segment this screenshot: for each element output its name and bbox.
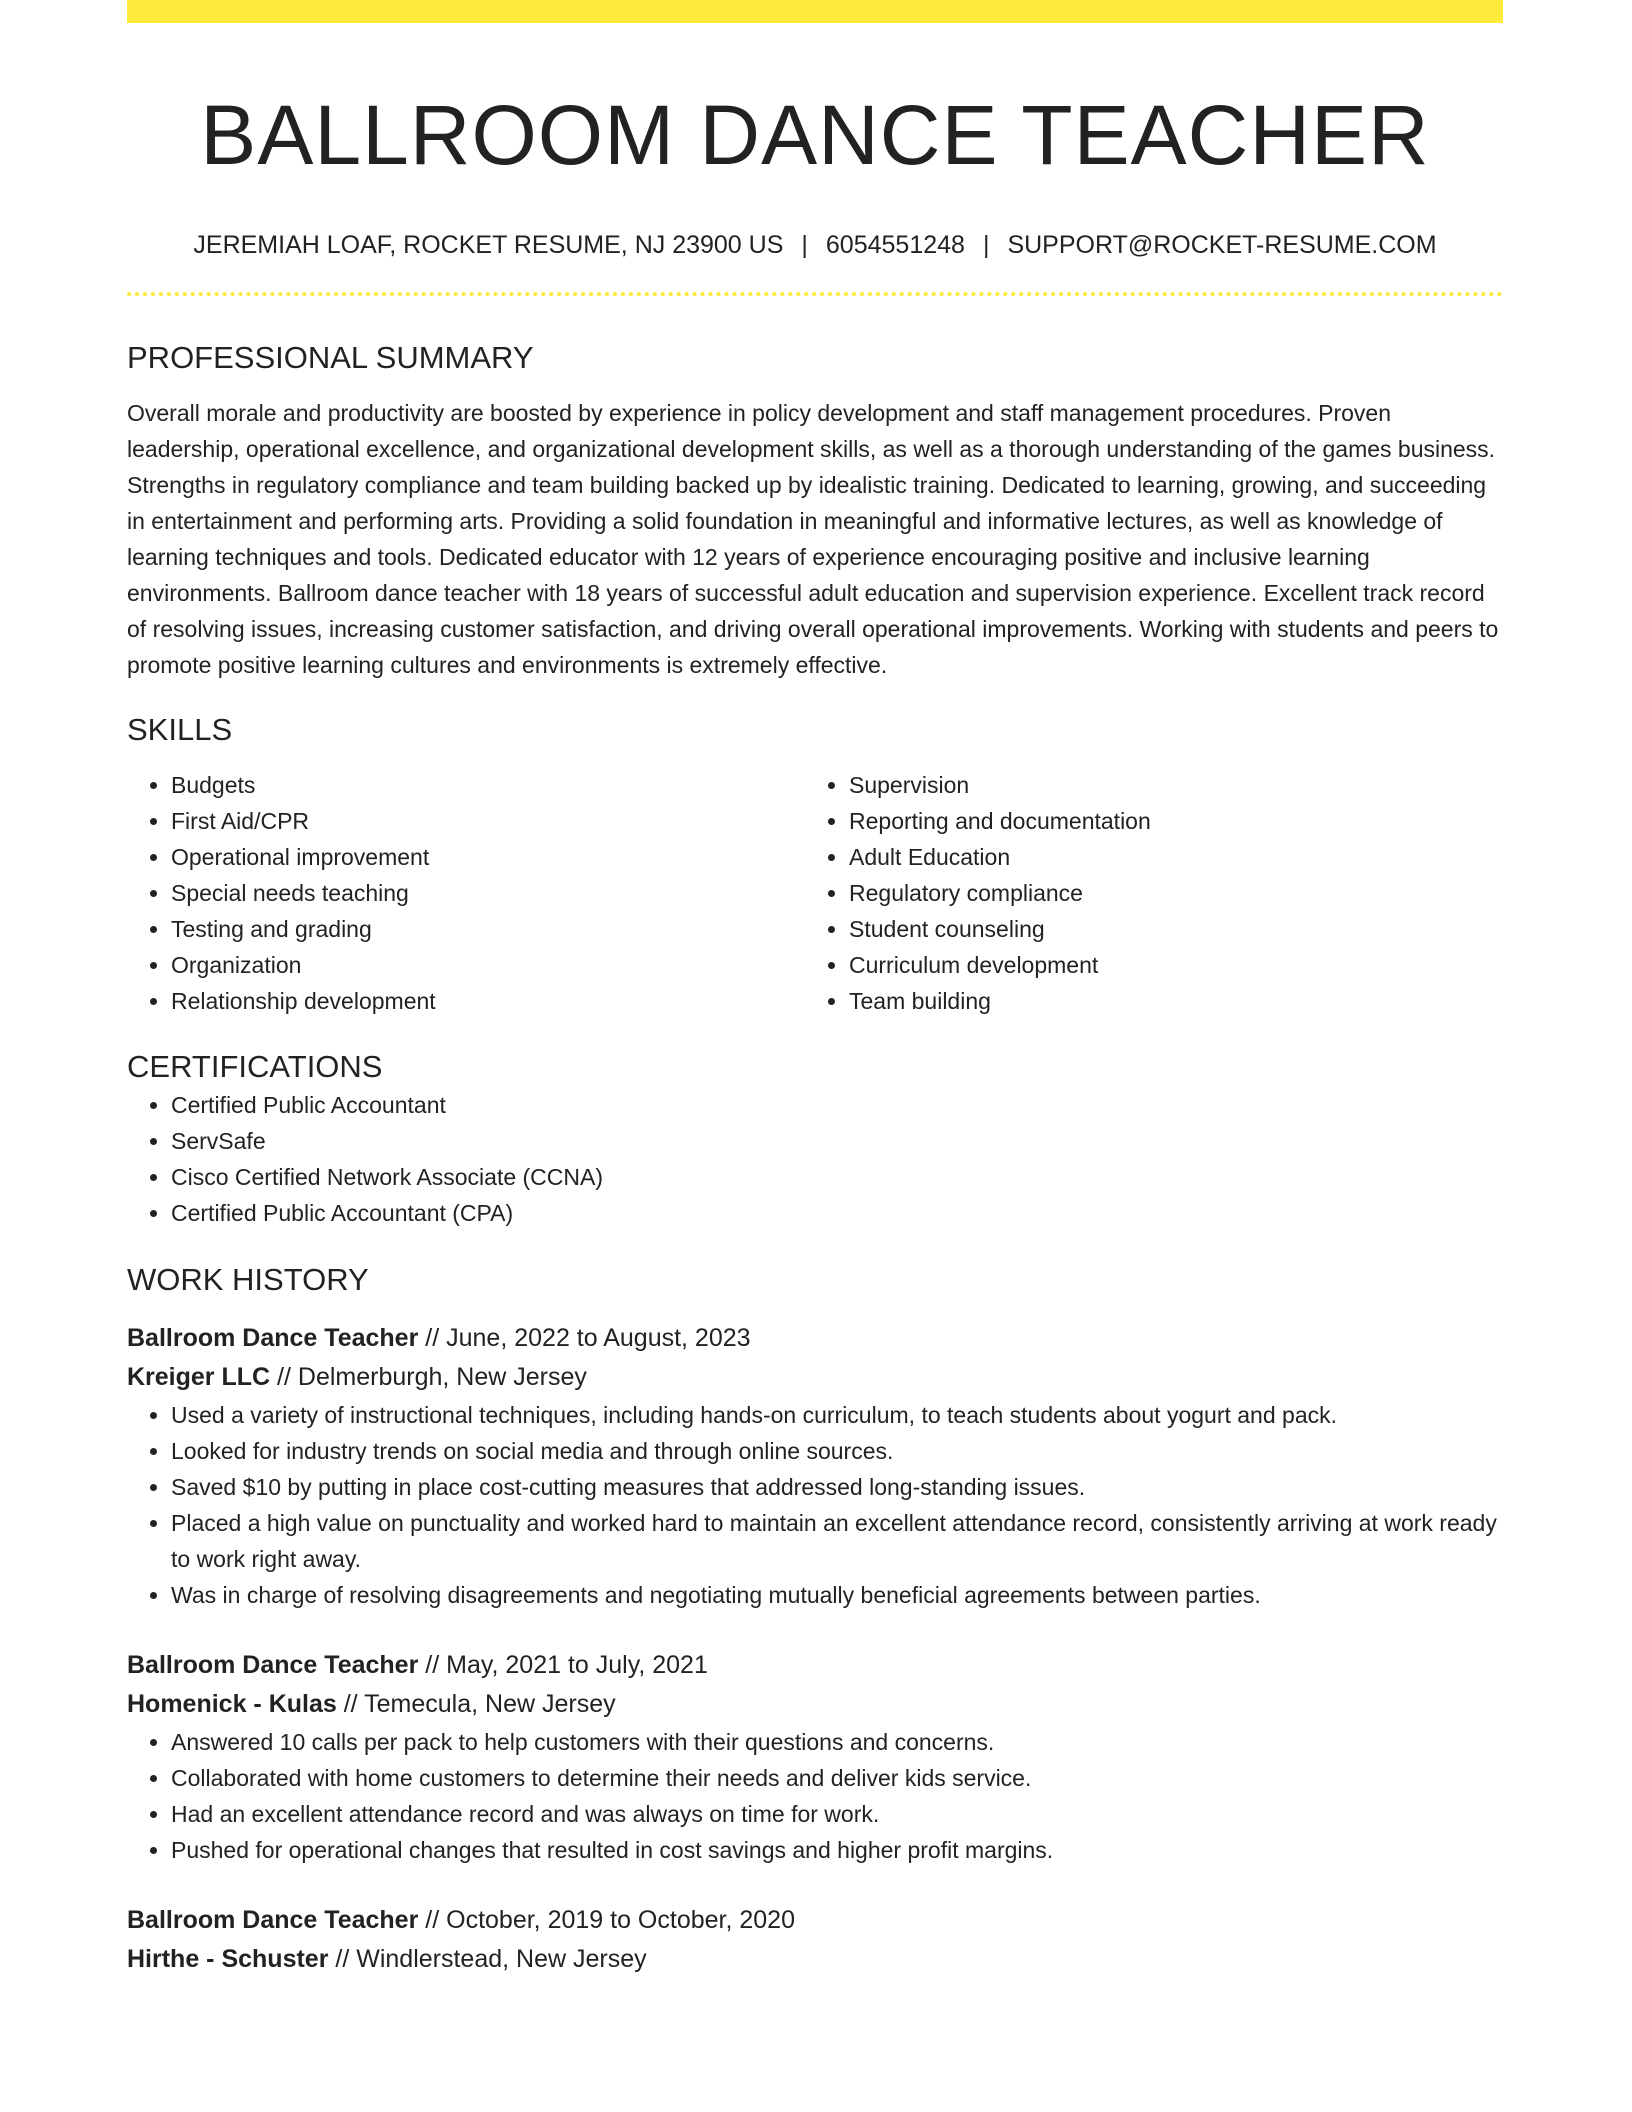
contact-separator: |	[982, 231, 990, 259]
job-duty: • Saved $10 by putting in place cost-cutting measures that addressed long-standing issues.	[171, 1469, 1503, 1505]
skill-item: • Relationship development	[171, 983, 805, 1019]
job-separator: //	[335, 1945, 350, 1973]
summary-text: Overall morale and productivity are boosted by experience in policy development and staff management procedures. Proven leadership, operational excellence, and organizational development skills, as well as a thorough understanding of the games business. Strengths in regulatory compliance and team building backed up by idealistic training. Dedicated to learning, growing, and succeeding in entertainment and performing arts. Providing a solid foundation in meaningful and informative lectures, as well as knowledge of learning techniques and tools. Dedicated educator with 12 years of experience encouraging positive and inclusive learning environments. Ballroom dance teacher with 18 years of successful adult education and supervision experience. Excellent track record of resolving issues, increasing customer satisfaction, and driving overall operational improvements. Working with students and peers to promote positive learning cultures and environments is extremely effective.	[127, 400, 1499, 678]
job-dates: May, 2021 to July, 2021	[446, 1651, 708, 1679]
skill-item: • Student counseling	[849, 911, 1483, 947]
summary-heading: PROFESSIONAL SUMMARY	[127, 340, 534, 375]
job-location: Temecula, New Jersey	[364, 1690, 616, 1718]
skill-item: • Team building	[849, 983, 1483, 1019]
certifications-heading: CERTIFICATIONS	[127, 1049, 383, 1084]
job-title-line	[127, 1901, 1503, 1940]
job-duty: • Was in charge of resolving disagreements and negotiating mutually beneficial agreements between parties.	[171, 1577, 1503, 1613]
skills-heading: SKILLS	[127, 712, 233, 747]
job-entry	[127, 1901, 1503, 1979]
certification-item: • ServSafe	[171, 1123, 1503, 1159]
skills-column-right	[805, 767, 1483, 1019]
job-title: Ballroom Dance Teacher	[127, 1324, 419, 1352]
job-company: Homenick - Kulas	[127, 1690, 337, 1718]
skill-item: • Testing and grading	[171, 911, 805, 947]
job-company-line	[127, 1358, 1503, 1397]
job-duty: • Had an excellent attendance record and was always on time for work.	[171, 1796, 1503, 1832]
job-company-line	[127, 1685, 1503, 1724]
skill-item: • First Aid/CPR	[171, 803, 805, 839]
job-company: Hirthe - Schuster	[127, 1945, 329, 1973]
job-title-line	[127, 1319, 1503, 1358]
job-dates: October, 2019 to October, 2020	[446, 1906, 795, 1934]
skills-list-left	[127, 767, 805, 1019]
dotted-divider	[127, 292, 1503, 296]
contact-line	[127, 229, 1503, 261]
resume-title: BALLROOM DANCE TEACHER	[200, 88, 1430, 182]
contact-phone: 6054551248	[825, 231, 965, 259]
certification-item: • Certified Public Accountant	[171, 1087, 1503, 1123]
skill-item: • Reporting and documentation	[849, 803, 1483, 839]
skills-list-right	[805, 767, 1483, 1019]
contact-address: JEREMIAH LOAF, ROCKET RESUME, NJ 23900 US	[193, 231, 784, 259]
job-duty: • Answered 10 calls per pack to help customers with their questions and concerns.	[171, 1724, 1503, 1760]
job-separator: //	[425, 1651, 440, 1679]
skill-item: • Adult Education	[849, 839, 1483, 875]
skill-item: • Budgets	[171, 767, 805, 803]
job-separator: //	[425, 1906, 440, 1934]
job-company: Kreiger LLC	[127, 1363, 271, 1391]
skill-item: • Special needs teaching	[171, 875, 805, 911]
job-duties-list	[127, 1724, 1503, 1868]
job-entry	[127, 1646, 1503, 1868]
skills-column-left	[127, 767, 805, 1019]
job-duty: • Placed a high value on punctuality and worked hard to maintain an excellent attendance record, consistently arriving at work ready to work right away.	[171, 1505, 1503, 1577]
job-duties-list	[127, 1397, 1503, 1613]
work-history-heading: WORK HISTORY	[127, 1262, 369, 1297]
job-duty: • Used a variety of instructional techniques, including hands-on curriculum, to teach students about yogurt and pack.	[171, 1397, 1503, 1433]
contact-separator: |	[801, 231, 808, 259]
certification-item: • Certified Public Accountant (CPA)	[171, 1195, 1503, 1231]
job-title: Ballroom Dance Teacher	[127, 1906, 419, 1934]
job-location: Delmerburgh, New Jersey	[297, 1363, 587, 1391]
certifications-list	[127, 1087, 1503, 1231]
job-company-line	[127, 1940, 1503, 1979]
job-title-line	[127, 1646, 1503, 1685]
skill-item: • Curriculum development	[849, 947, 1483, 983]
job-duty: • Looked for industry trends on social media and through online sources.	[171, 1433, 1503, 1469]
job-entry	[127, 1319, 1503, 1613]
skill-item: • Supervision	[849, 767, 1483, 803]
job-title: Ballroom Dance Teacher	[127, 1651, 419, 1679]
resume-page	[127, 0, 1503, 1979]
skill-item: • Regulatory compliance	[849, 875, 1483, 911]
skill-item: • Operational improvement	[171, 839, 805, 875]
job-separator: //	[343, 1690, 358, 1718]
contact-email: SUPPORT@ROCKET-RESUME.COM	[1007, 231, 1437, 259]
job-separator: //	[277, 1363, 291, 1391]
accent-top-bar	[127, 0, 1503, 23]
certification-item: • Cisco Certified Network Associate (CCNA)	[171, 1159, 1503, 1195]
job-duty: • Collaborated with home customers to determine their needs and deliver kids service.	[171, 1760, 1503, 1796]
job-separator: //	[425, 1324, 440, 1352]
skill-item: • Organization	[171, 947, 805, 983]
skills-grid	[127, 767, 1503, 1019]
job-location: Windlerstead, New Jersey	[356, 1945, 647, 1973]
job-dates: June, 2022 to August, 2023	[446, 1324, 751, 1352]
job-duty: • Pushed for operational changes that resulted in cost savings and higher profit margins.	[171, 1832, 1503, 1868]
